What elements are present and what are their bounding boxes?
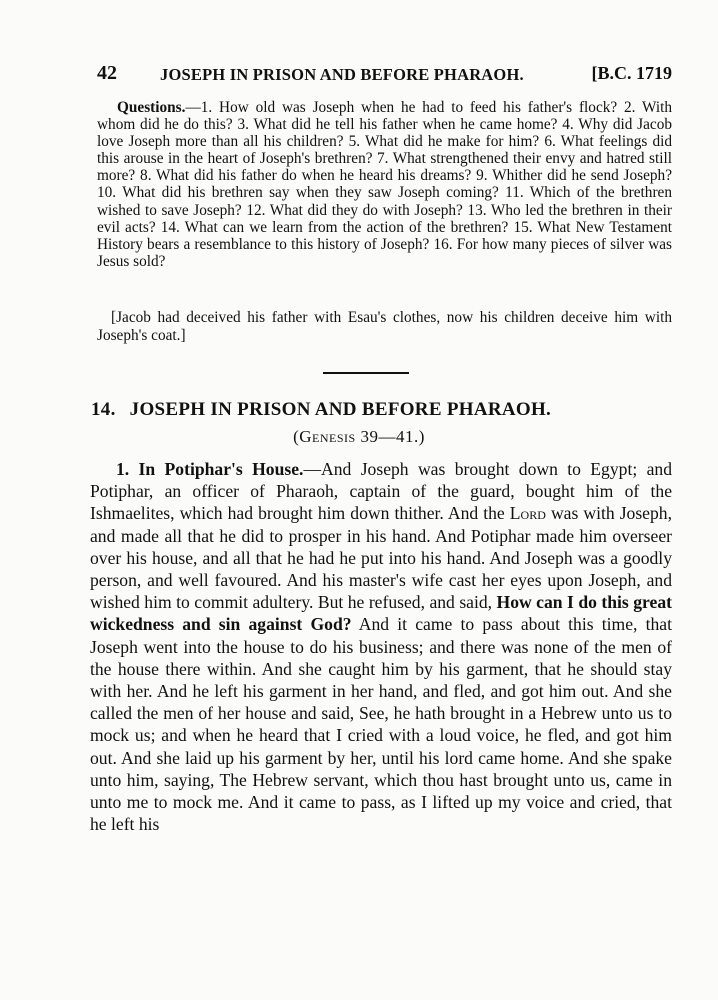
questions-text: —1. How old was Joseph when he had to feed his father's flock? 2. With whom did he do this? 3. What did he tell his father when he came home? 4. Why did Jacob love Joseph more than all his children? 5. What did he make for him? 6. What feelings did this arouse in the heart of Joseph's brethren? 7. What strengthened their envy and hatred still more? 8. What did his father do when he heard his dreams? 9. Whither did he send Joseph? 10. What did his brethren say when they saw Joseph coming? 11. Which of the brethren wished to save Joseph? 12. What did they do with Joseph? 13. Who led the brethren in their evil acts? 14. What can we learn from the action of the brethren? 15. What New Testament History bears a resemblance to this history of Joseph? 16. For how many pieces of silver was Jesus sold? xyxy=(97,99,672,270)
running-head-date: [B.C. 1719 xyxy=(591,63,672,83)
page-number: 42 xyxy=(97,62,117,84)
questions-label: Questions. xyxy=(117,99,186,116)
section-text-part-3: And it came to pass about this time, that Joseph went into the house to do his business; and there was none of the men of the house there within. And she caught him by his garment, that he should stay with her. And he left his garment in her hand, and fled, and got him out. And she called the men of her house and said, See, he hath brought in a Hebrew unto us to mock us; and when he heard that I cried with a loud voice, he fled, and got him out. And she laid up his garment by her, until his lord came home. And she spake unto him, saying, The Hebrew servant, which thou hast brought unto us, came in unto me to mock me. And it came to pass, as I lifted up my voice and cried, that he left his xyxy=(90,614,672,835)
running-head-title: JOSEPH IN PRISON AND BEFORE PHARAOH. xyxy=(160,65,524,84)
chapter-heading xyxy=(91,399,681,421)
bracketed-note: [Jacob had deceived his father with Esau's clothes, now his children deceive him with Joseph's coat.] xyxy=(97,309,672,344)
section-text-part-1: —And Joseph was brought down to Egypt; and Potiphar, an officer of Pharaoh, captain of the guard, bought him of the Ishmaelites, which had brought him down thither. And the xyxy=(90,459,672,524)
section-heading: 1. In Potiphar's House. xyxy=(116,459,304,479)
chapter-title: JOSEPH IN PRISON AND BEFORE PHARAOH. xyxy=(129,399,552,420)
lord-small-caps: Lord xyxy=(509,503,546,524)
section-text-part-2: was with Joseph, and made all that he did to prosper in his hand. And Potiphar made him overseer over his house, and all that he had he put into his hand. And Joseph was a goodly person, and well favoured. And his master's wife cast her eyes upon Joseph, and wished him to commit adultery. But he refused, and said, xyxy=(90,503,672,613)
scripture-reference: (Genesis 39—41.) xyxy=(293,427,425,446)
chapter-number: 14. xyxy=(91,399,116,420)
section-divider xyxy=(323,372,409,374)
emphasized-quote: How can I do this great wickedness and sin against God? xyxy=(90,592,672,635)
running-head xyxy=(97,62,672,86)
questions-paragraph xyxy=(97,99,672,270)
section-paragraph xyxy=(90,458,672,835)
